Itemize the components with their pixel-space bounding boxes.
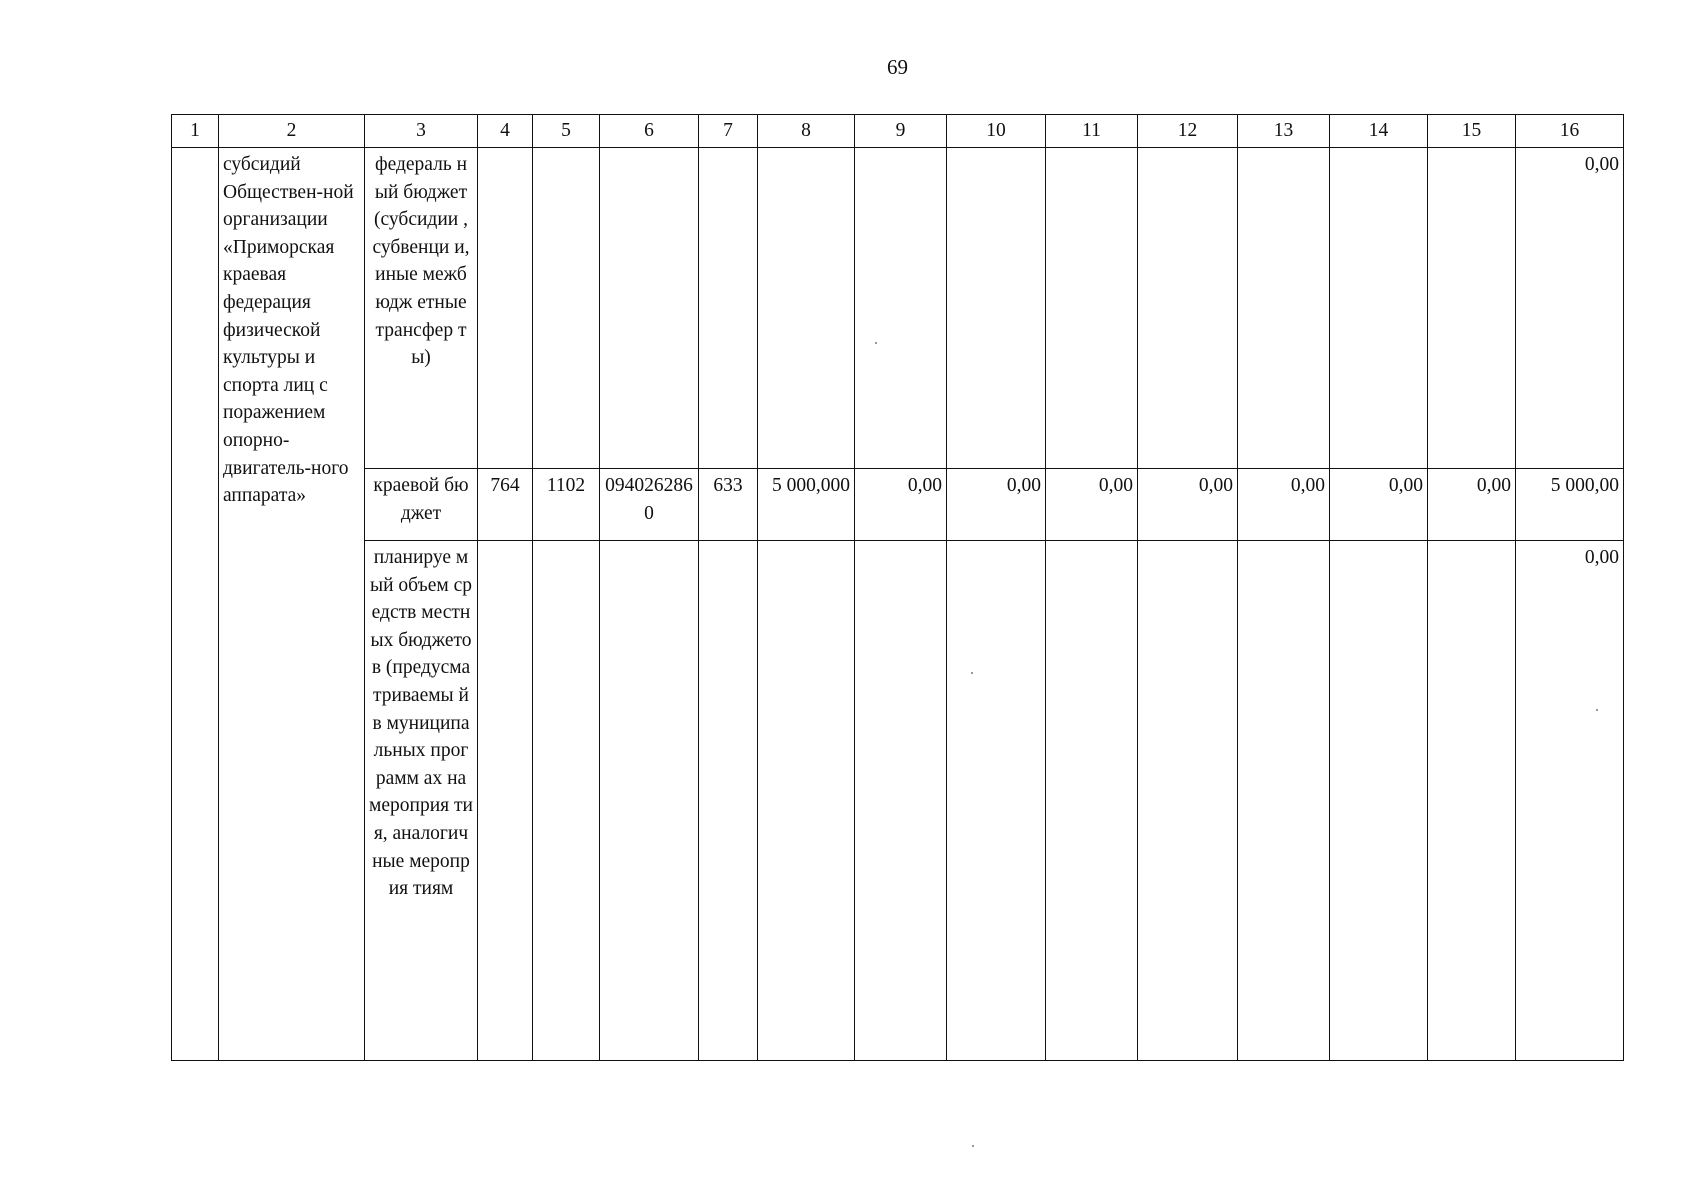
cell-col14	[1330, 148, 1428, 469]
header-cell: 10	[947, 115, 1046, 148]
cell-col12	[1138, 148, 1238, 469]
source-cell: краевой бюджет	[365, 469, 478, 541]
cell-col10: 0,00	[947, 469, 1046, 541]
cell-col6	[600, 541, 699, 1061]
cell-col8: 5 000,000	[758, 469, 855, 541]
cell-col10	[947, 541, 1046, 1061]
scan-speck	[971, 672, 973, 674]
cell-col14	[1330, 541, 1428, 1061]
scan-speck	[1596, 709, 1598, 711]
cell-col16: 0,00	[1516, 148, 1624, 469]
header-cell: 1	[172, 115, 219, 148]
cell-col13: 0,00	[1238, 469, 1330, 541]
cell-col7	[699, 541, 758, 1061]
header-cell: 11	[1046, 115, 1138, 148]
cell-col13	[1238, 541, 1330, 1061]
table-header-row	[172, 115, 1624, 148]
cell-col4: 764	[478, 469, 533, 541]
header-cell: 7	[699, 115, 758, 148]
cell-col11	[1046, 541, 1138, 1061]
cell-col5	[533, 148, 600, 469]
header-cell: 16	[1516, 115, 1624, 148]
scan-speck	[875, 342, 877, 344]
cell-col9: 0,00	[855, 469, 947, 541]
page-number: 69	[887, 55, 908, 79]
cell-col6	[600, 148, 699, 469]
cell-col11	[1046, 148, 1138, 469]
cell-col9	[855, 148, 947, 469]
header-cell: 6	[600, 115, 699, 148]
source-cell: федераль ный бюджет (субсидии , субвенци и, иные межбюдж етные трансфер ты)	[365, 148, 478, 469]
cell-col16: 0,00	[1516, 541, 1624, 1061]
cell-col5: 1102	[533, 469, 600, 541]
header-cell: 15	[1428, 115, 1516, 148]
budget-table	[171, 114, 1624, 1061]
cell-col12	[1138, 541, 1238, 1061]
cell-col4	[478, 541, 533, 1061]
header-cell: 14	[1330, 115, 1428, 148]
header-cell: 4	[478, 115, 533, 148]
cell-col6: 0940262860	[600, 469, 699, 541]
cell-col16: 5 000,00	[1516, 469, 1624, 541]
cell-col8	[758, 148, 855, 469]
measure-name-cell: субсидий Обществен-ной организации «Приморская краевая федерация физической культуры и спорта лиц с поражением опорно-двигатель-ного аппарата»	[219, 148, 365, 1061]
cell-col13	[1238, 148, 1330, 469]
table-row-federal-budget	[172, 148, 1624, 469]
cell-col1	[172, 148, 219, 1061]
cell-col12: 0,00	[1138, 469, 1238, 541]
cell-col7	[699, 148, 758, 469]
header-cell: 5	[533, 115, 600, 148]
cell-col7: 633	[699, 469, 758, 541]
header-cell: 12	[1138, 115, 1238, 148]
cell-col8	[758, 541, 855, 1061]
cell-col5	[533, 541, 600, 1061]
cell-col15: 0,00	[1428, 469, 1516, 541]
header-cell: 9	[855, 115, 947, 148]
cell-col11: 0,00	[1046, 469, 1138, 541]
table-row-local-budget	[172, 541, 1624, 1061]
scan-speck	[972, 1145, 974, 1147]
cell-col15	[1428, 148, 1516, 469]
header-cell: 13	[1238, 115, 1330, 148]
cell-col15	[1428, 541, 1516, 1061]
header-cell: 3	[365, 115, 478, 148]
cell-col9	[855, 541, 947, 1061]
cell-col4	[478, 148, 533, 469]
header-cell: 8	[758, 115, 855, 148]
cell-col14: 0,00	[1330, 469, 1428, 541]
table-row-regional-budget	[172, 469, 1624, 541]
header-cell: 2	[219, 115, 365, 148]
source-cell: планируе мый объем средств местных бюджетов (предусма триваемы й в муниципа льных программ ах на мероприя тия, аналогич ные мероприя тиям	[365, 541, 478, 1061]
cell-col10	[947, 148, 1046, 469]
